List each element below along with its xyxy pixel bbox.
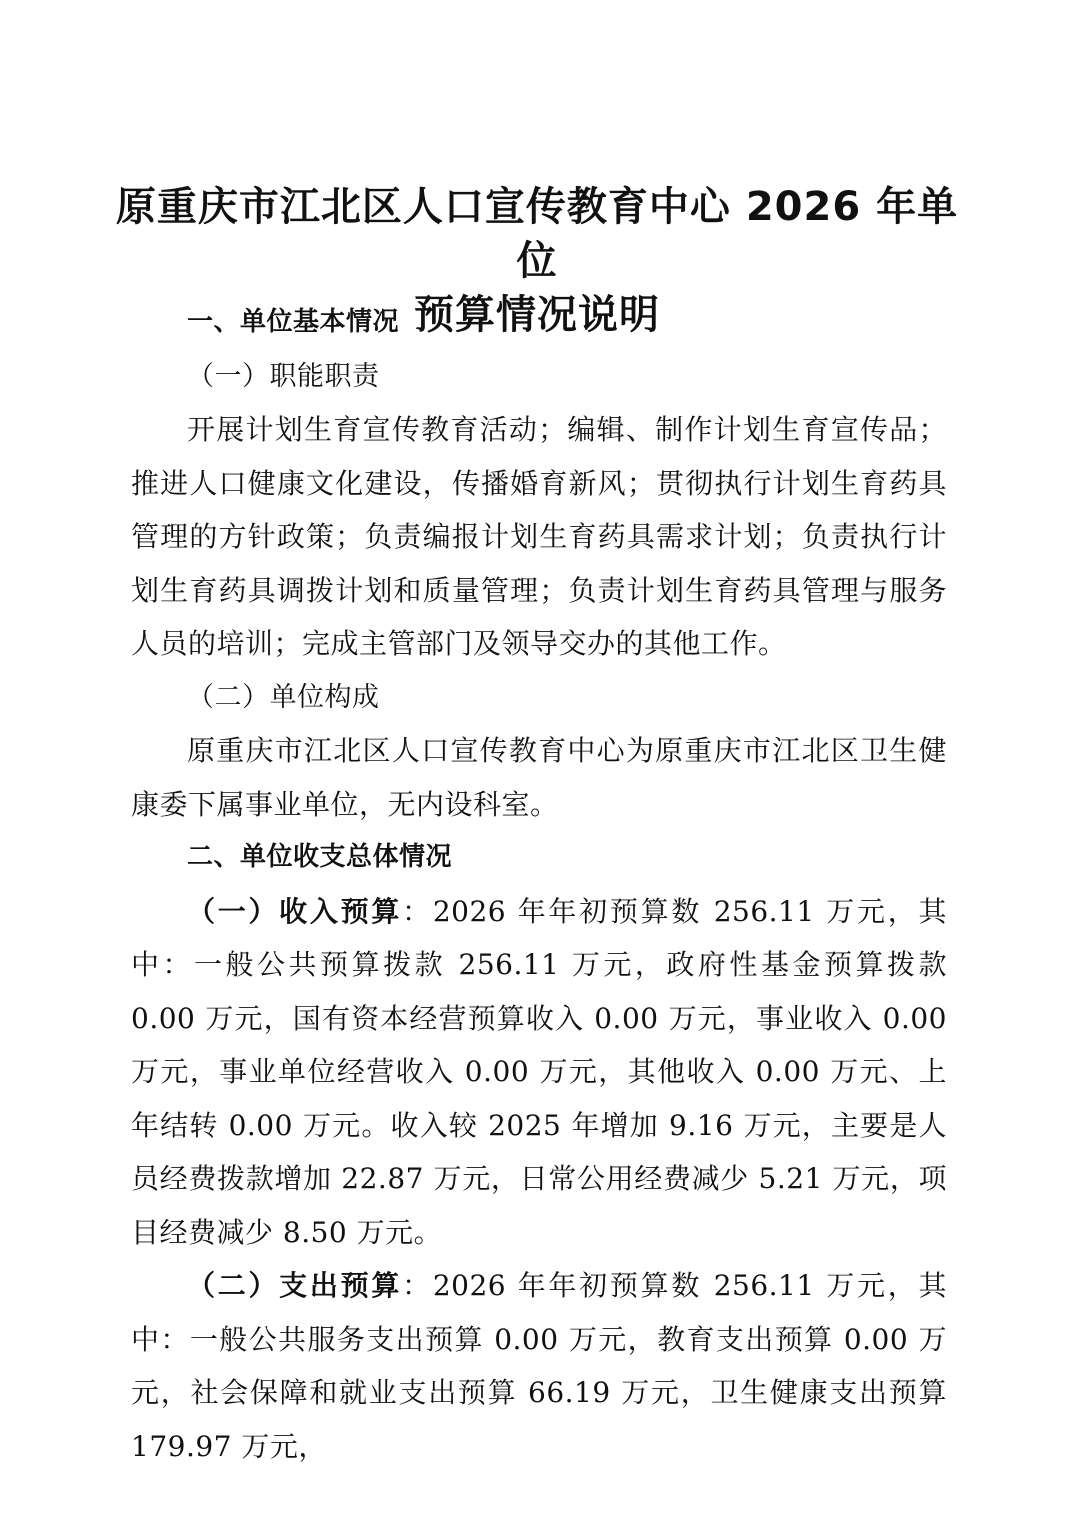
document-body	[131, 296, 947, 1473]
subsection-2-heading: （二）单位构成	[187, 681, 380, 713]
expense-budget-text: ：2026 年年初预算数 256.11 万元，其中：一般公共服务支出预算 0.00 万元，教育支出预算 0.00 万元，社会保障和就业支出预算 66.19 万元，卫生健康支出预算 179.97 万元，	[131, 1269, 947, 1463]
income-budget-paragraph	[131, 885, 947, 1260]
section-1-heading: 一、单位基本情况	[187, 307, 400, 337]
income-budget-text: ：2026 年年初预算数 256.11 万元，其中：一般公共预算拨款 256.11 万元，政府性基金预算拨款 0.00 万元，国有资本经营预算收入 0.00 万元，事业收入 0.00 万元，事业单位经营收入 0.00 万元，其他收入 0.00 万元、上年结转 0.00 万元。收入较 2025 年增加 9.16 万元，主要是人员经费拨款增加 22.87 万元，日常公用经费减少 5.21 万元，项目经费减少 8.50 万元。	[131, 894, 947, 1249]
subsection-2-paragraph: 原重庆市江北区人口宣传教育中心为原重庆市江北区卫生健康委下属事业单位，无内设科室。	[131, 734, 947, 821]
subsection-1-heading: （一）职能职责	[187, 360, 380, 392]
expense-budget-lead: （二）支出预算	[187, 1269, 403, 1302]
title-line-2: 预算情况说明	[414, 292, 660, 338]
section-2-heading: 二、单位收支总体情况	[187, 842, 453, 872]
income-budget-lead: （一）收入预算	[187, 894, 403, 928]
title-line-1: 原重庆市江北区人口宣传教育中心 2026 年单位	[115, 184, 959, 284]
expense-budget-paragraph	[131, 1259, 947, 1473]
subsection-1-paragraph: 开展计划生育宣传教育活动；编辑、制作计划生育宣传品；推进人口健康文化建设，传播婚育新风；贯彻执行计划生育药具管理的方针政策；负责编报计划生育药具需求计划；负责执行计划生育药具调拨计划和质量管理；负责计划生育药具管理与服务人员的培训；完成主管部门及领导交办的其他工作。	[131, 413, 947, 660]
